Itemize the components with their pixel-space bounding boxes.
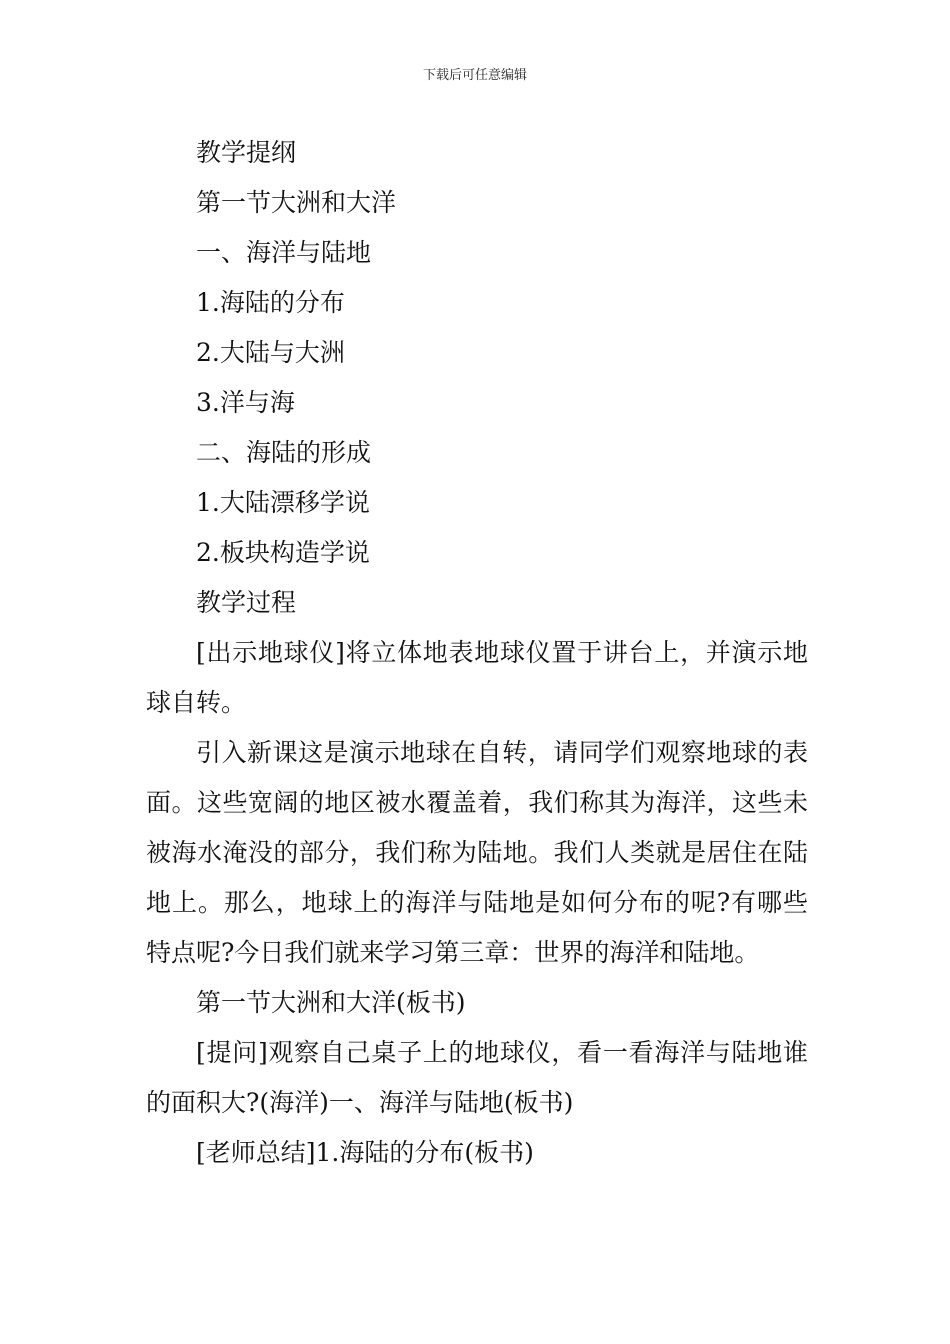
outline-title: 教学提纲: [196, 138, 297, 167]
outline-part2: 二、海陆的形成: [196, 438, 372, 467]
outline-part1-item: 1.海陆的分布: [196, 288, 345, 317]
paragraph-show-globe: [出示地球仪]将立体地表地球仪置于讲台上，并演示地球自转。: [146, 638, 808, 717]
outline-part2-item: 2.板块构造学说: [196, 538, 370, 567]
paragraph-teacher-summary: [老师总结]1.海陆的分布(板书): [196, 1138, 534, 1167]
paragraph-section-board: 第一节大洲和大洋(板书): [196, 988, 466, 1017]
outline-part1-item: 2.大陆与大洲: [196, 338, 345, 367]
outline-part2-item: 1.大陆漂移学说: [196, 488, 370, 517]
page-header: 下载后可任意编辑: [422, 68, 527, 83]
paragraph-introduction: 引入新课这是演示地球在自转，请同学们观察地球的表面。这些宽阔的地区被水覆盖着，我们称其为海洋，这些未被海水淹没的部分，我们称为陆地。我们人类就是居住在陆地上。那么，地球上的海洋与陆地是如何分布的呢?有哪些特点呢?今日我们就来学习第三章：世界的海洋和陆地。: [146, 738, 808, 967]
paragraph-question: [提问]观察自己桌子上的地球仪，看一看海洋与陆地谁的面积大?(海洋)一、海洋与陆地(板书): [146, 1038, 808, 1117]
outline-part1: 一、海洋与陆地: [196, 238, 372, 267]
outline-section: 第一节大洲和大洋: [196, 188, 397, 217]
outline-part1-item: 3.洋与海: [196, 388, 295, 417]
process-title: 教学过程: [196, 588, 297, 617]
document-body: [146, 128, 808, 1178]
